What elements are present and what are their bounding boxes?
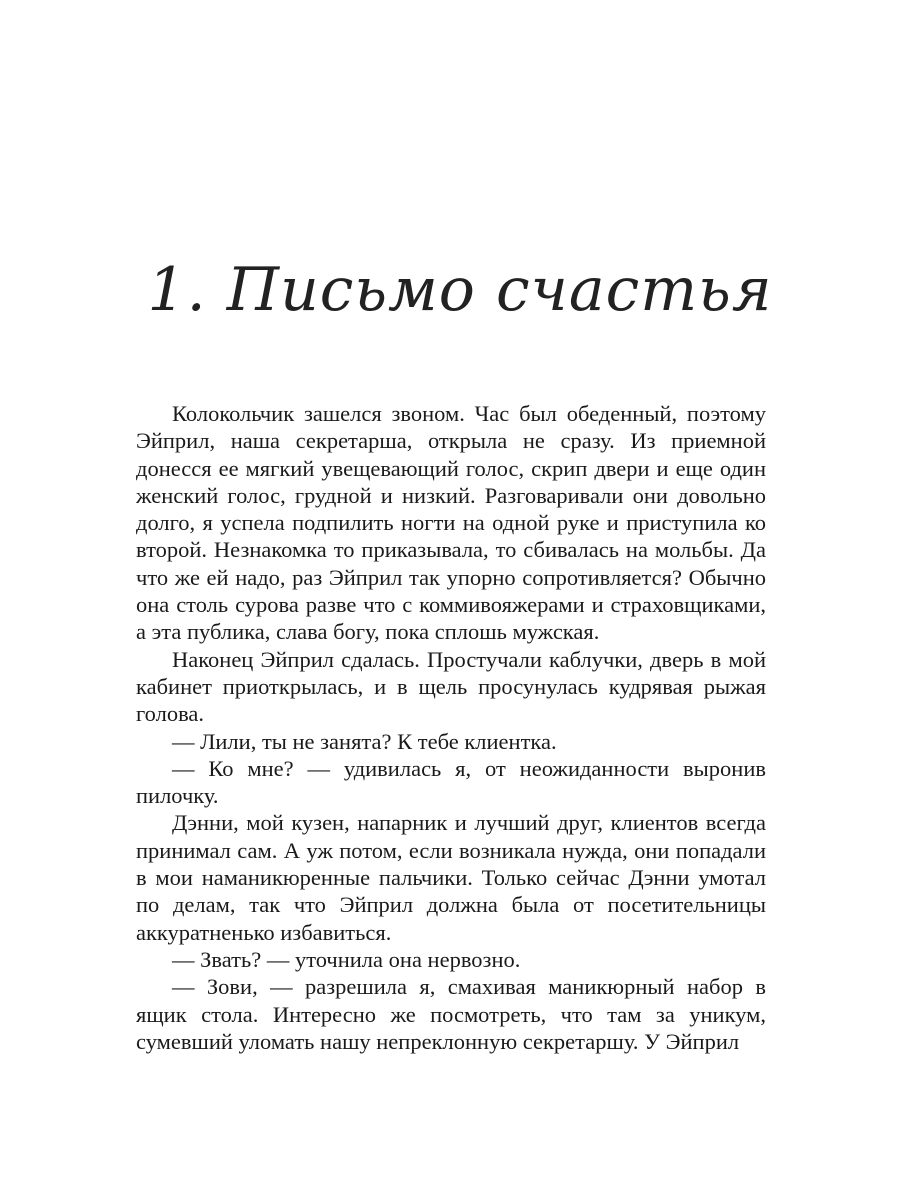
chapter-title: 1. Письмо счастья bbox=[147, 255, 773, 325]
paragraph: — Звать? — уточнила она нервозно. bbox=[172, 946, 521, 972]
paragraph: — Ко мне? — удивилась я, от неожиданности выронив пилочку. bbox=[136, 755, 766, 809]
paragraph: Колокольчик зашелся звоном. Час был обеденный, поэтому Эйприл, наша секретарша, открыла не сразу. Из приемной донесся ее мягкий увещевающий голос, скрип двери и еще один женский голос, грудной и низкий. Разговаривали они довольно долго, я успела подпилить ногти на одной руке и приступила ко второй. Незнакомка то приказывала, то сбивалась на мольбы. Да что же ей надо, раз Эйприл так упорно сопротивляется? Обычно она столь сурова разве что с коммивояжерами и страховщиками, а эта публика, слава богу, пока сплошь мужская. bbox=[136, 401, 766, 645]
paragraph: — Лили, ты не занята? К тебе клиентка. bbox=[172, 728, 557, 754]
paragraph: Дэнни, мой кузен, напарник и лучший друг, клиентов всегда принимал сам. А уж потом, если возникала нужда, они попадали в мои наманикюренные пальчики. Только сейчас Дэнни умотал по делам, так что Эйприл должна была от посетительницы аккуратненько избавиться. bbox=[136, 810, 766, 945]
paragraph: — Зови, — разрешила я, смахивая маникюрный набор в ящик стола. Интересно же посмотреть, что там за уникум, сумевший уломать нашу непреклонную секретаршу. У Эйприл bbox=[136, 974, 766, 1054]
chapter-body bbox=[136, 400, 766, 1055]
paragraph: Наконец Эйприл сдалась. Простучали каблучки, дверь в мой кабинет приоткрылась, и в щель просунулась кудрявая рыжая голова. bbox=[136, 646, 766, 727]
